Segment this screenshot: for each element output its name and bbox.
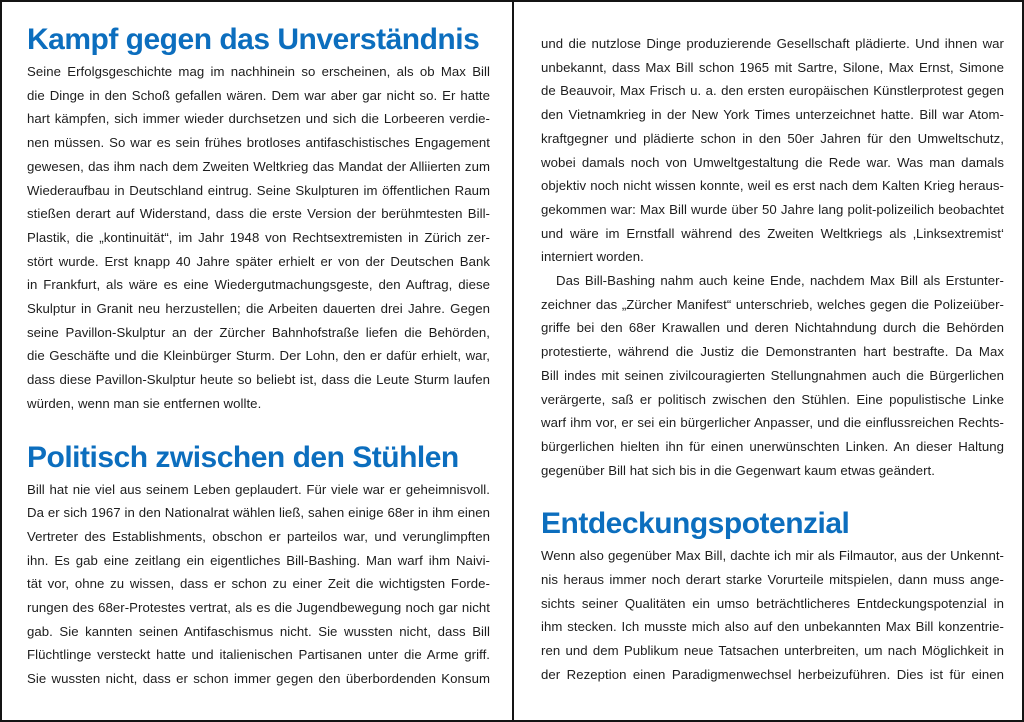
text-line: Seine Erfolgsgeschichte mag im nachhinein so erscheinen, als ob Max Bill (27, 64, 490, 79)
text-line: gab. Sie kannten seinen Antifaschismus nicht. Sie wussten nicht, dass Bill (27, 623, 490, 639)
text-line: nis heraus immer noch derart starke Vorurteile mitspielen, dann muss ange- (541, 572, 1004, 588)
text-line: nen müssen. So war es sein frühes brotloses antifaschistisches Engagement (27, 135, 490, 151)
text-line: rungen des 68er-Protestes vertrat, als es die Jugendbewegung noch gar nicht (27, 600, 490, 616)
paragraph (541, 269, 1004, 482)
text-line: stießen derart auf Widerstand, dass die erste Version der berühmtesten Bill- (27, 206, 490, 222)
text-line: objektiv noch nicht wissen konnte, weil es erst nach dem Kalten Krieg heraus- (541, 178, 1004, 194)
text-line: ihn. Es gab eine zeitlang ein eigentliches Bill-Bashing. Man warf ihm Naivi- (27, 552, 490, 568)
text-line: die Geschäfte und die Kleinbürger Sturm. Der Lohn, den er dafür erhielt, war, (27, 348, 490, 364)
paragraph (541, 544, 1004, 686)
text-line: gekommen war: Max Bill wurde über 50 Jahre lang polit-polizeilich beobachtet (541, 201, 1004, 217)
paragraph (27, 60, 490, 416)
text-line: Bill indes mit seinen zivilcouragierten Stellungnahmen auch die Bürgerlichen (541, 367, 1004, 383)
text-line: Das Bill-Bashing nahm auch keine Ende, nachdem Max Bill als Erstunter- (556, 273, 1004, 289)
text-line: sichts seiner Qualitäten ein umso beträchtlicheres Entdeckungspotenzial in (541, 595, 1004, 611)
text-line: und wäre im Ernstfall während des Zweiten Weltkriegs als ‚Linksextremist‘ (541, 225, 1004, 241)
text-line: die Dinge in den Schoß gefallen wären. Dem war aber gar nicht so. Er hatte (27, 87, 490, 103)
section-heading-politisch-zwischen-den-stuehlen: Politisch zwischen den Stühlen (27, 440, 459, 474)
text-line: stört wurde. Erst knapp 40 Jahre später erhielt er von der Deutschen Bank (27, 253, 490, 269)
text-line: den Vietnamkrieg in der New York Times unterzeichnet hatte. Bill war Atom- (541, 107, 1004, 123)
text-line: Wenn also gegenüber Max Bill, dachte ich mir als Filmautor, aus der Unkennt- (541, 548, 1004, 564)
text-line: unbekannt, dass Max Bill schon 1965 mit Sartre, Silone, Max Ernst, Simone (541, 59, 1004, 75)
text-line: gewesen, das ihm nach dem Zweiten Weltkrieg das Mandat der Alliierten zum (27, 158, 490, 174)
text-line: interniert worden. (541, 249, 644, 265)
text-line: griffe bei den 68er Krawallen und deren Nichtahndung durch die Behörden (541, 320, 1004, 336)
text-line: Vertreter des Establishments, obschon er parteilos war, und verunglimpften (27, 528, 490, 544)
text-line: warf ihm vor, er sei ein bürgerlicher Anpasser, und die einflussreichen Rechts- (541, 415, 1004, 431)
text-line: zeichner das „Zürcher Manifest“ unterschrieb, welches gegen die Polizeiüber- (541, 296, 1004, 312)
text-line: Skulptur in Granit neu herzustellen; die Arbeiten dauerten drei Jahre. Gegen (27, 301, 490, 317)
text-line: Wiederaufbau in Deutschland eintrug. Seine Skulpturen im öffentlichen Raum (27, 182, 490, 198)
text-line: kraftgegner und plädierte schon in den 50er Jahren für den Umweltschutz, (541, 130, 1004, 146)
text-line: Da er sich 1967 in den Nationalrat wählen ließ, sahen einige 68er in ihm einen (27, 505, 490, 521)
right-column (541, 24, 1004, 687)
text-line: protestierte, während die Justiz die Demonstranten hart bestrafte. Da Max (541, 344, 1004, 360)
paragraph (27, 478, 490, 691)
section-heading-kampf-gegen-das-unverstaendnis: Kampf gegen das Unverständnis (27, 23, 480, 56)
text-line: der Rezeption einen Paradigmenwechsel herbeizuführen. Dies ist für einen (541, 666, 1004, 682)
text-line: verärgerte, saß er politisch zwischen den Stühlen. Eine populistische Linke (541, 391, 1004, 407)
text-line: Sie wussten nicht, dass er schon immer gegen den überbordenden Konsum (27, 671, 490, 687)
text-line: gegenüber Bill hat sich bis in die Gegenwart kaum etwas geändert. (541, 462, 935, 478)
text-line: bürgerlichen hielten ihn für einen unerwünschten Linken. An dieser Haltung (541, 438, 1004, 454)
text-line: und die nutzlose Dinge produzierende Gesellschaft plädierte. Und ihnen war (541, 36, 1004, 51)
text-line: seine Pavillon-Skulptur an der Zürcher Bahnhofstraße liefen die Behörden, (27, 324, 490, 340)
text-line: würden, wenn man sie entfernen wollte. (27, 395, 262, 411)
text-line: Flüchtlinge versteckt hatte und italienischen Partisanen unter die Arme griff. (27, 647, 490, 663)
text-line: in Frankfurt, als wäre es eine Wiedergutmachungsgeste, den Auftrag, diese (27, 277, 490, 293)
section-heading-entdeckungspotenzial: Entdeckungspotenzial (541, 507, 850, 541)
text-line: Bill hat nie viel aus seinem Leben geplaudert. Für viele war er geheimnisvoll. (27, 481, 490, 497)
column-divider (512, 2, 514, 720)
text-line: hart kämpfen, sich immer wieder durchsetzen und sich die Lorbeeren verdie- (27, 111, 490, 127)
text-line: Plastik, die „kontinuität“, im Jahr 1948 von Rechtsextremisten in Zürich zer- (27, 229, 490, 245)
text-line: ihm stecken. Ich musste mich also auf den unbekannten Max Bill konzentrie- (541, 619, 1004, 635)
text-line: wobei damals noch von Umweltgestaltung die Rede war. Was man damals (541, 154, 1004, 170)
text-line: dass diese Pavillon-Skulptur heute so beliebt ist, dass die Leute Sturm laufen (27, 372, 490, 388)
text-line: tät vor, ohne zu wissen, dass er schon zu einer Zeit die wichtigsten Forde- (27, 576, 490, 592)
text-line: ren und dem Publikum neue Tatsachen unterbreiten, um nach Möglichkeit in (541, 643, 1004, 659)
left-column (27, 24, 490, 691)
paragraph (541, 32, 1004, 269)
text-line: de Beauvoir, Max Frisch u. a. den ersten europäischen Künstlerprotest gegen (541, 83, 1004, 99)
